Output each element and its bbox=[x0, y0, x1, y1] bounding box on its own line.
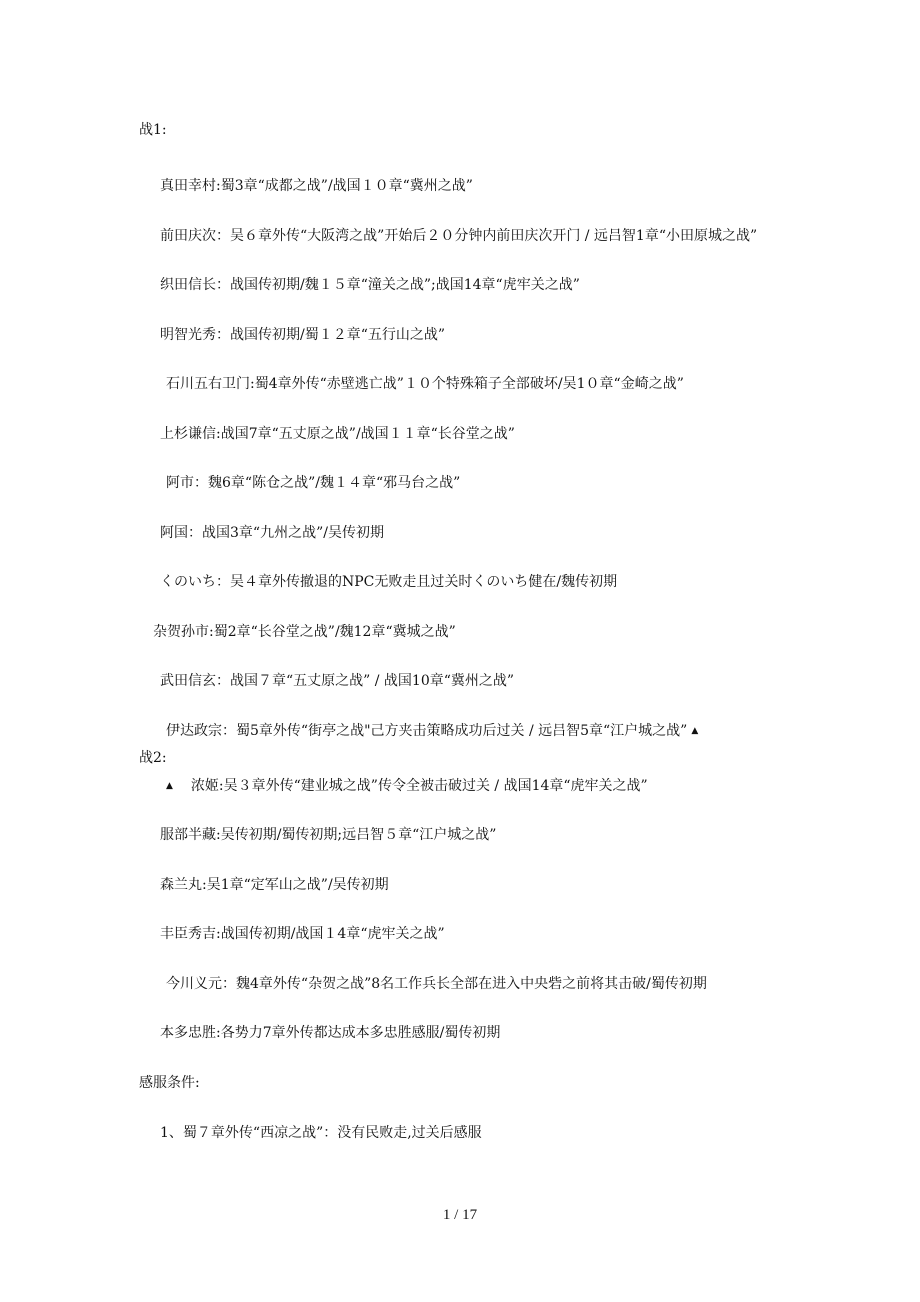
section-heading-2: 战2: bbox=[139, 750, 167, 766]
entry-uesugi-kenshin: 上杉谦信:战国7章“五丈原之战”/战国１１章“长谷堂之战” bbox=[160, 426, 515, 442]
entry-oda-nobunaga: 织田信长：战国传初期/魏１５章“潼关之战”;战国14章“虎牢关之战” bbox=[160, 277, 580, 293]
entry-date-masamune-text: 伊达政宗：蜀5章外传“街亭之战"己方夹击策略成功后过关 / 远吕智5章“江户城之战” bbox=[166, 723, 688, 739]
entry-oichi: 阿市：魏6章“陈仓之战”/魏１４章“邪马台之战” bbox=[166, 475, 461, 491]
entry-condition-1: 1、蜀７章外传“西凉之战”：没有民败走,过关后感服 bbox=[160, 1125, 482, 1141]
entry-nohime-text: 浓姬:吴３章外传“建业城之战”传令全被击破过关 / 战国14章“虎牢关之战” bbox=[190, 778, 648, 794]
entry-nohime bbox=[166, 777, 648, 795]
entry-ishikawa-goemon: 石川五右卫门:蜀4章外传“赤壁逃亡战”１０个特殊箱子全部破坏/吴1０章“金崎之战” bbox=[166, 376, 684, 392]
section-heading-1: 战1: bbox=[139, 122, 167, 138]
entry-imagawa-yoshimoto: 今川义元：魏4章外传“杂贺之战”8名工作兵长全部在进入中央砦之前将其击破/蜀传初期 bbox=[166, 976, 707, 992]
triangle-marker-icon: ▲ bbox=[691, 726, 699, 736]
entry-date-masamune bbox=[166, 722, 698, 740]
entry-kunoichi: くのいち：吴４章外传撤退的NPC无败走且过关时くのいち健在/魏传初期 bbox=[160, 574, 618, 590]
entry-mori-ranmaru: 森兰丸:吴1章“定军山之战”/吴传初期 bbox=[160, 877, 389, 893]
page-number: 1 / 17 bbox=[442, 1207, 478, 1223]
section-heading-3: 感服条件: bbox=[139, 1075, 200, 1091]
entry-toyotomi-hideyoshi: 丰臣秀吉:战国传初期/战国１4章“虎牢关之战” bbox=[160, 926, 445, 942]
entry-akechi-mitsuhide: 明智光秀：战国传初期/蜀１２章“五行山之战” bbox=[160, 327, 446, 343]
entry-okuni: 阿国：战国3章“九州之战”/吴传初期 bbox=[160, 525, 384, 541]
entry-maeda-keiji: 前田庆次：吴６章外传“大阪湾之战”开始后２０分钟内前田庆次开门 / 远吕智1章“小田原城之战” bbox=[160, 228, 758, 244]
entry-takeda-shingen: 武田信玄：战国７章“五丈原之战” / 战国10章“冀州之战” bbox=[160, 673, 515, 689]
entry-honda-tadakatsu: 本多忠胜:各势力7章外传都达成本多忠胜感服/蜀传初期 bbox=[160, 1025, 501, 1041]
triangle-marker-icon: ▲ bbox=[166, 781, 173, 791]
entry-sanada-yukimura: 真田幸村:蜀3章“成都之战”/战国１０章“冀州之战” bbox=[160, 178, 473, 194]
entry-hattori-hanzo: 服部半藏:吴传初期/蜀传初期;远吕智５章“江户城之战” bbox=[160, 827, 497, 843]
entry-saika-magoichi: 杂贺孙市:蜀2章“长谷堂之战”/魏12章“冀城之战” bbox=[153, 624, 456, 640]
